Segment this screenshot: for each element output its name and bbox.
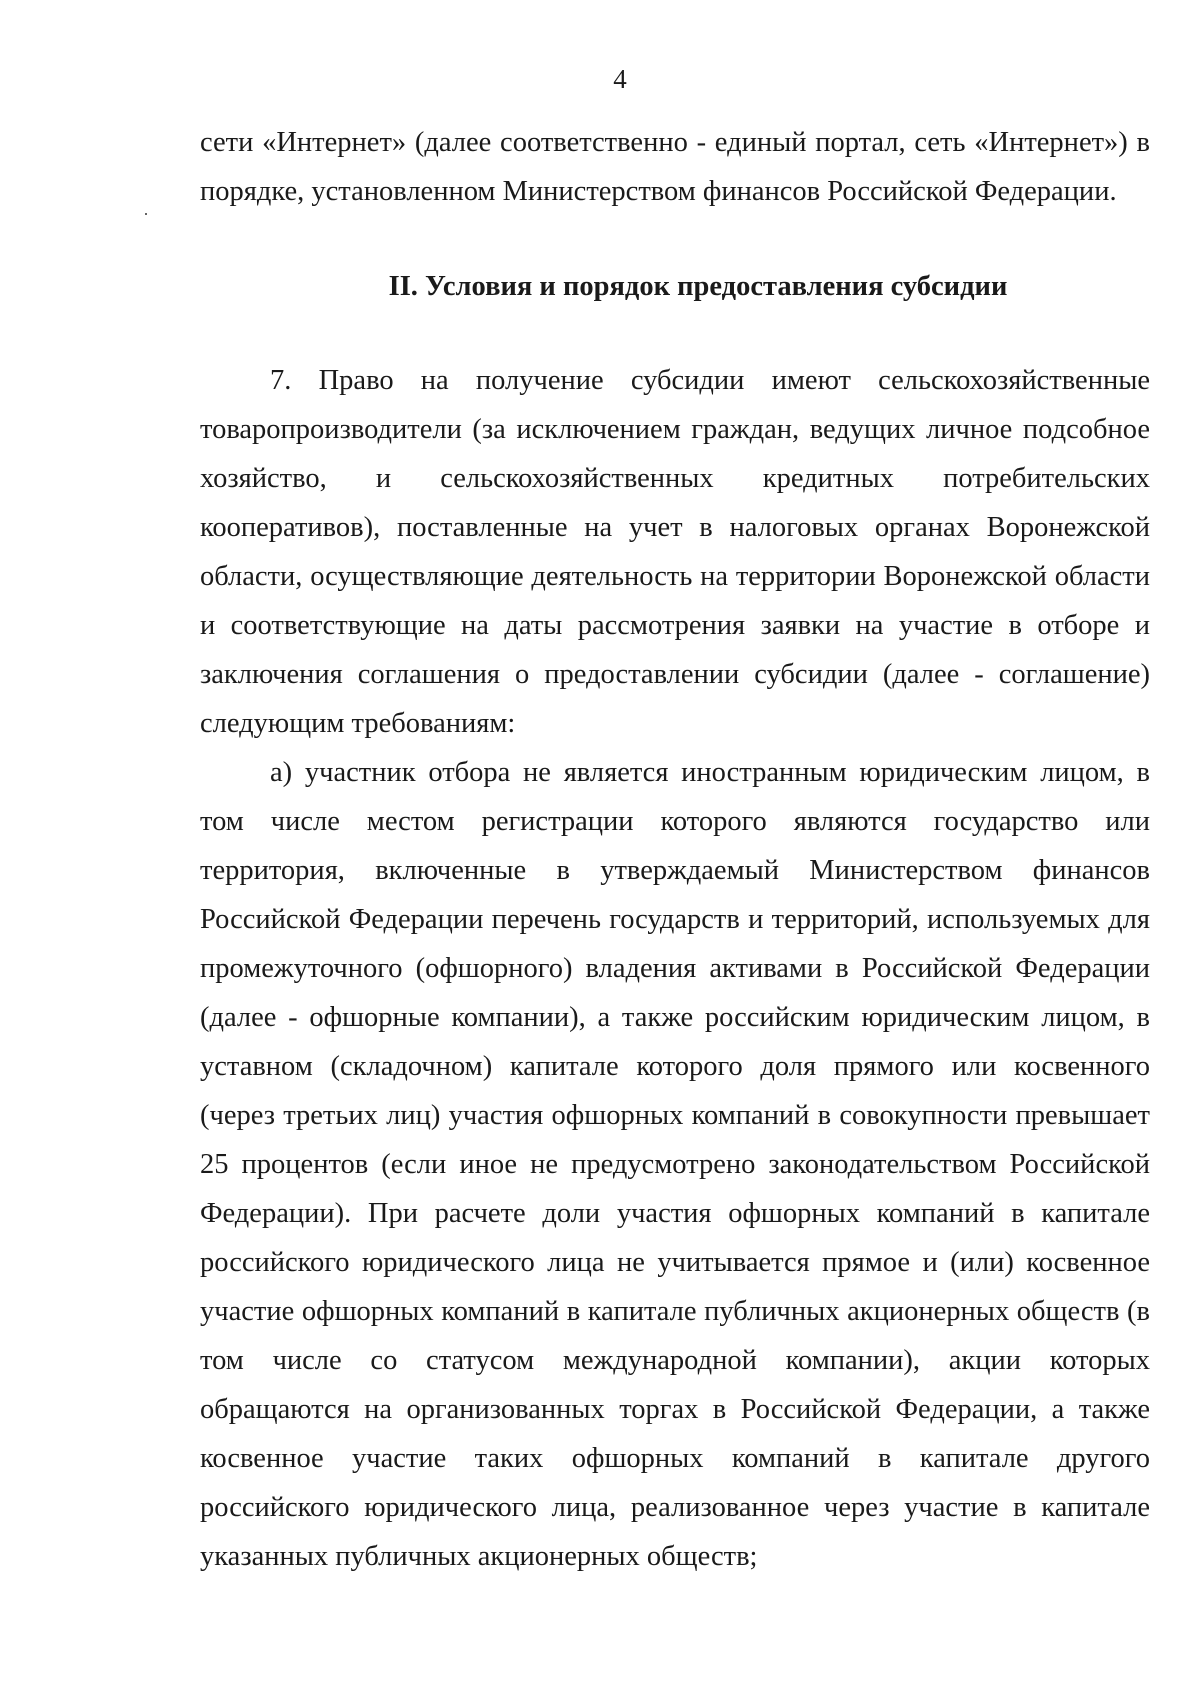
continuation-paragraph: сети «Интернет» (далее соответственно - единый портал, сеть «Интернет») в порядке, установленном Министерством финансов Российской Федерации. <box>200 127 1150 207</box>
document-body <box>200 118 1150 1581</box>
item-a: а) участник отбора не является иностранным юридическим лицом, в том числе местом регистрации которого являются государство или территория, включенные в утверждаемый Министерством финансов Российской Федерации перечень государств и территорий, используемых для промежуточного (офшорного) владения активами в Российской Федерации (далее - офшорные компании), а также российским юридическим лицом, в уставном (складочном) капитале которого доля прямого или косвенного (через третьих лиц) участия офшорных компаний в совокупности превышает 25 процентов (если иное не предусмотрено законодательством Российской Федерации). При расчете доли участия офшорных компаний в капитале российского юридического лица не учитывается прямое и (или) косвенное участие офшорных компаний в капитале публичных акционерных обществ (в том числе со статусом международной компании), акции которых обращаются на организованных торгах в Российской Федерации, а также косвенное участие таких офшорных компаний в капитале другого российского юридического лица, реализованное через участие в капитале указанных публичных акционерных обществ; <box>200 757 1150 1572</box>
scan-speck <box>145 213 147 215</box>
section-heading: II. Условия и порядок предоставления субсидии <box>388 271 1008 302</box>
paragraph-7: 7. Право на получение субсидии имеют сельскохозяйственные товаропроизводители (за исключением граждан, ведущих личное подсобное хозяйство, и сельскохозяйственных кредитных потребительских кооперативов), поставленные на учет в налоговых органах Воронежской области, осуществляющие деятельность на территории Воронежской области и соответствующие на даты рассмотрения заявки на участие в отборе и заключения соглашения о предоставлении субсидии (далее - соглашение) следующим требованиям: <box>200 365 1150 739</box>
page-number: 4 <box>613 64 627 94</box>
